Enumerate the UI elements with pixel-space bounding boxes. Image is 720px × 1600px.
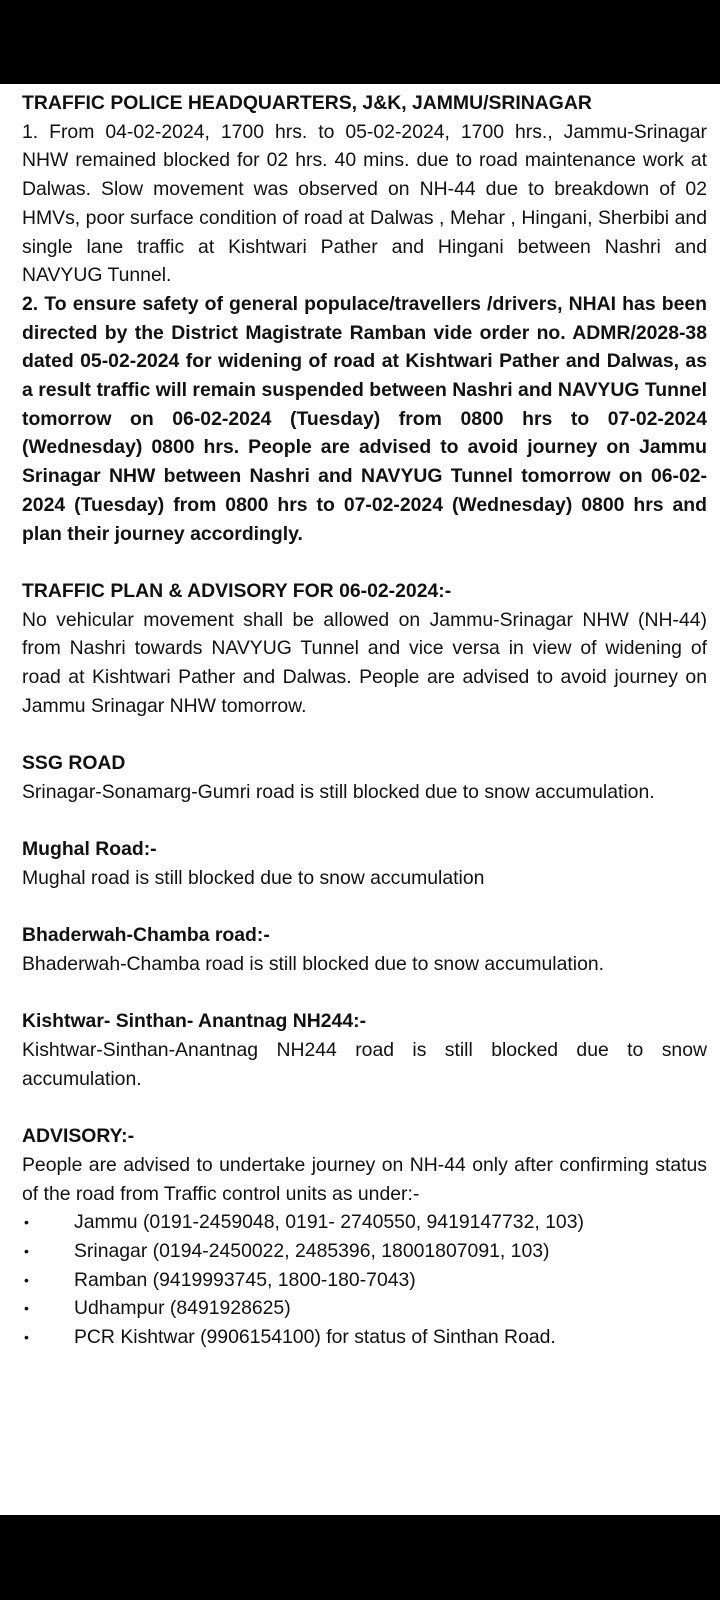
list-item <box>22 1266 707 1295</box>
spacer <box>22 807 707 836</box>
kishtwar-road-body: Kishtwar-Sinthan-Anantnag NH244 road is still blocked due to snow accumulation. <box>22 1039 707 1090</box>
bhaderwah-road-title: Bhaderwah-Chamba road:- <box>22 924 270 947</box>
list-item <box>22 1323 707 1352</box>
document-header: TRAFFIC POLICE HEADQUARTERS, J&K, JAMMU/SRINAGAR <box>22 92 592 114</box>
mughal-road-title: Mughal Road:- <box>22 838 157 861</box>
spacer <box>22 893 707 922</box>
bullet-icon: • <box>24 1329 29 1346</box>
top-black-bar <box>0 0 720 84</box>
traffic-plan-body: No vehicular movement shall be allowed on Jammu-Srinagar NHW (NH-44) from Nashri towards NAVYUG Tunnel and vice versa in view of widening of road at Kishtwari Pather and Dalwas. People are advised to avoid journey on Jammu Srinagar NHW tomorrow. <box>22 608 707 717</box>
point-2: 2. To ensure safety of general populace/travellers /drivers, NHAI has been directed by the District Magistrate Ramban vide order no. ADMR/2028-38 dated 05-02-2024 for widening of road at Kishtwari Pather and Dalwas, as a result traffic will remain suspended between Nashri and NAVYUG Tunnel tomorrow on 06-02-2024 (Tuesday) from 0800 hrs to 07-02-2024 (Wednesday) 0800 hrs. People are advised to avoid journey on Jammu Srinagar NHW between Nashri and NAVYUG Tunnel tomorrow on 06-02-2024 (Tuesday) from 0800 hrs to 07-02-2024 (Wednesday) 0800 hrs and plan their journey accordingly. <box>22 292 707 545</box>
bullet-icon: • <box>24 1243 29 1260</box>
list-item <box>22 1237 707 1266</box>
point-1: 1. From 04-02-2024, 1700 hrs. to 05-02-2024, 1700 hrs., Jammu-Srinagar NHW remained blocked for 02 hrs. 40 mins. due to road maintenance work at Dalwas. Slow movement was observed on NH-44 due to breakdown of 02 HMVs, poor surface condition of road at Dalwas , Mehar , Hingani, Sherbibi and single lane traffic at Kishtwari Pather and Hingani between Nashri and NAVYUG Tunnel. <box>22 120 707 287</box>
spacer <box>22 1094 707 1123</box>
advisory-document <box>0 84 720 1515</box>
contact-pcr-kishtwar: PCR Kishtwar (9906154100) for status of Sinthan Road. <box>74 1326 556 1349</box>
ssg-road-body: Srinagar-Sonamarg-Gumri road is still blocked due to snow accumulation. <box>22 780 655 803</box>
advisory-title: ADVISORY:- <box>22 1125 135 1148</box>
contact-udhampur: Udhampur (8491928625) <box>74 1297 291 1320</box>
advisory-body: People are advised to undertake journey on NH-44 only after confirming status of the road from Traffic control units as under:- <box>22 1153 707 1205</box>
spacer <box>22 548 707 577</box>
contact-jammu: Jammu (0191-2459048, 0191- 2740550, 9419147732, 103) <box>74 1211 584 1234</box>
bullet-icon: • <box>24 1300 29 1317</box>
list-item <box>22 1208 707 1237</box>
spacer <box>22 979 707 1008</box>
bhaderwah-road-body: Bhaderwah-Chamba road is still blocked due to snow accumulation. <box>22 953 605 976</box>
spacer <box>22 720 707 749</box>
list-item <box>22 1294 707 1323</box>
bullet-icon: • <box>24 1214 29 1231</box>
contact-ramban: Ramban (9419993745, 1800-180-7043) <box>74 1268 416 1291</box>
traffic-plan-title: TRAFFIC PLAN & ADVISORY FOR 06-02-2024:- <box>22 579 452 602</box>
bullet-icon: • <box>24 1271 29 1288</box>
mughal-road-body: Mughal road is still blocked due to snow accumulation <box>22 866 485 889</box>
kishtwar-road-title: Kishtwar- Sinthan- Anantnag NH244:- <box>22 1010 367 1033</box>
bottom-black-bar <box>0 1515 720 1600</box>
contact-srinagar: Srinagar (0194-2450022, 2485396, 18001807091, 103) <box>74 1240 550 1263</box>
contact-list <box>22 1208 707 1352</box>
ssg-road-title: SSG ROAD <box>22 752 126 775</box>
